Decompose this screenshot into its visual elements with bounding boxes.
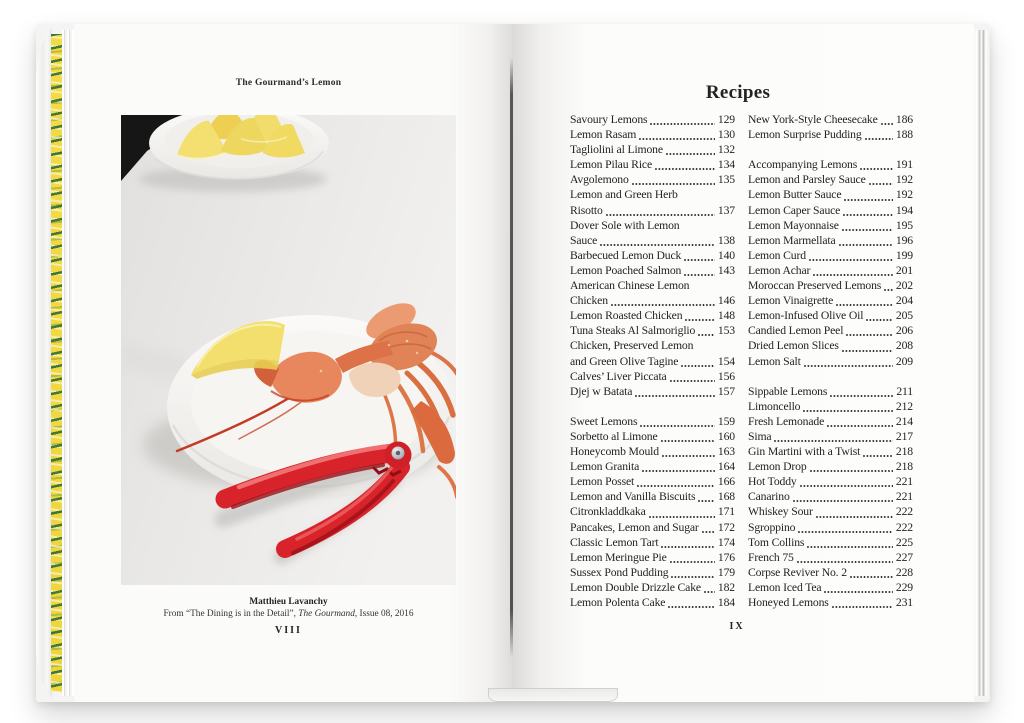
toc-entry-title: Lemon Granita	[570, 460, 640, 474]
toc-entry-title: New York-Style Cheesecake	[748, 113, 878, 126]
toc-entry-page-number: 132	[717, 143, 735, 157]
bottom-page-curl	[488, 688, 618, 702]
toc-entry-title: Lemon Poached Salmon	[570, 263, 682, 277]
toc-entry-title: Sweet Lemons	[570, 414, 638, 428]
toc-entry-title: Lemon and Parsley Sauce	[748, 173, 866, 187]
dot-leader	[637, 485, 715, 487]
toc-entry	[748, 414, 913, 429]
toc-entry-title: Tagliolini al Limone	[570, 143, 663, 157]
right-page	[512, 24, 974, 702]
toc-entry	[748, 278, 913, 293]
dot-leader	[865, 138, 893, 140]
toc-entry-page-number: 194	[895, 203, 913, 217]
toc-entry	[570, 504, 735, 519]
dot-leader	[640, 425, 715, 427]
toc-entry	[748, 187, 913, 202]
toc-entry-page-number: 172	[717, 520, 735, 534]
toc-entry-page-number: 179	[717, 565, 735, 579]
dot-leader	[798, 531, 893, 533]
toc-entry-page-number: 211	[896, 384, 913, 398]
dot-leader	[827, 425, 893, 427]
toc-entry-title: Lemon Marmellata	[748, 233, 836, 247]
toc-entry-page-number: 208	[895, 339, 913, 353]
toc-entry-page-number: 218	[895, 445, 913, 459]
dot-leader	[830, 395, 893, 397]
toc-entry-title: Lemon Vinaigrette	[748, 294, 834, 308]
toc-entry-title: Sima	[748, 429, 772, 443]
running-header: The Gourmand’s Lemon	[235, 78, 342, 88]
toc-entry-page-number: 221	[895, 475, 913, 489]
toc-entry	[748, 263, 913, 278]
dot-leader	[800, 485, 893, 487]
toc-entry-title: Lemon Meringue Pie	[570, 550, 667, 564]
dot-leader	[685, 319, 715, 321]
toc-entry-page-number: 214	[895, 414, 913, 428]
dot-leader	[810, 470, 893, 472]
toc-entry-page-number: 192	[895, 173, 913, 187]
toc-entry	[748, 354, 913, 369]
dot-leader	[662, 455, 715, 457]
toc-entry-page-number: 154	[717, 354, 735, 368]
toc-entry-page-number: 196	[895, 233, 913, 247]
dot-leader	[639, 138, 715, 140]
table-of-contents	[570, 112, 913, 610]
toc-entry-title: Canarino	[748, 490, 790, 504]
toc-entry	[748, 203, 913, 218]
toc-entry	[748, 323, 913, 338]
toc-spacer	[748, 142, 913, 157]
dot-leader	[635, 395, 715, 397]
toc-entry-page-number: 148	[717, 309, 735, 323]
toc-entry-title: Citronkladdkaka	[570, 505, 646, 519]
toc-entry	[570, 520, 735, 535]
dot-leader	[860, 168, 893, 170]
toc-entry-page-number: 212	[895, 399, 913, 413]
right-page-block-edge	[974, 30, 990, 696]
toc-entry-title: Lemon Polenta Cake	[570, 596, 666, 609]
toc-entry-title: Sgroppino	[748, 520, 796, 534]
toc-entry	[570, 263, 735, 278]
toc-entry-title: Pancakes, Lemon and Sugar	[570, 520, 699, 534]
dot-leader	[884, 289, 893, 291]
toc-entry	[570, 474, 735, 489]
toc-entry-page-number: 171	[717, 505, 735, 519]
toc-entry-title: Barbecued Lemon Duck	[570, 248, 682, 262]
toc-entry-title: Limoncello	[748, 399, 801, 413]
toc-entry	[748, 233, 913, 248]
toc-entry	[570, 489, 735, 504]
folio-right: IX	[729, 621, 745, 632]
toc-entry-page-number: 156	[717, 369, 735, 383]
dot-leader	[671, 576, 714, 578]
dot-leader	[797, 561, 893, 563]
dot-leader	[670, 561, 715, 563]
toc-entry-page-number: 222	[895, 505, 913, 519]
dot-leader	[803, 410, 893, 412]
dot-leader	[832, 606, 893, 608]
dot-leader	[881, 123, 893, 125]
toc-entry	[570, 429, 735, 444]
photo-caption	[101, 597, 476, 620]
toc-entry-title: Hot Toddy	[748, 475, 797, 489]
dot-leader	[793, 500, 893, 502]
toc-entry-page-number: 222	[895, 520, 913, 534]
toc-entry-title: Tuna Steaks Al Salmoriglio	[570, 324, 696, 338]
toc-entry-page-number: 217	[895, 429, 913, 443]
toc-entry	[570, 218, 735, 233]
toc-entry-page-number: 174	[717, 535, 735, 549]
toc-entry	[570, 580, 735, 595]
toc-entry-page-number: 229	[895, 580, 913, 594]
toc-entry-title: Candied Lemon Peel	[748, 324, 844, 338]
toc-entry-title: and Green Olive Tagine	[570, 354, 679, 368]
toc-entry	[748, 338, 913, 353]
toc-entry	[748, 444, 913, 459]
dot-leader	[704, 591, 715, 593]
toc-entry-title: Sorbetto al Limone	[570, 429, 658, 443]
toc-entry	[570, 172, 735, 187]
toc-entry-title: Savoury Lemons	[570, 113, 648, 126]
dot-leader	[661, 546, 714, 548]
dot-leader	[684, 274, 715, 276]
toc-entry	[748, 384, 913, 399]
dot-leader	[824, 591, 892, 593]
dot-leader	[844, 199, 893, 201]
folio-left: VIII	[275, 625, 302, 636]
toc-entry-page-number: 182	[717, 580, 735, 594]
toc-entry-title: Honeycomb Mould	[570, 445, 659, 459]
left-page-block-edge	[62, 30, 74, 696]
dot-leader	[670, 380, 715, 382]
toc-entry-page-number: 188	[895, 128, 913, 142]
toc-entry	[748, 248, 913, 263]
toc-entry-page-number: 186	[895, 113, 913, 126]
toc-entry-title: Fresh Lemonade	[748, 414, 825, 428]
toc-entry	[570, 142, 735, 157]
toc-entry	[570, 459, 735, 474]
toc-entry	[570, 112, 735, 127]
dot-leader	[809, 259, 893, 261]
toc-entry-page-number: 130	[717, 128, 735, 142]
toc-entry-title: Accompanying Lemons	[748, 158, 858, 172]
open-book	[36, 24, 990, 702]
toc-entry	[570, 278, 735, 293]
toc-entry	[570, 187, 735, 202]
toc-entry-title: Lemon and Green Herb	[570, 188, 678, 202]
toc-entry	[570, 308, 735, 323]
toc-entry	[570, 338, 735, 353]
toc-entry-page-number: 137	[717, 203, 735, 217]
dot-leader	[836, 304, 893, 306]
toc-entry-page-number: 209	[895, 354, 913, 368]
dot-leader	[804, 365, 893, 367]
toc-entry-title: French 75	[748, 550, 794, 564]
toc-entry-title: Lemon Iced Tea	[748, 580, 822, 594]
toc-entry-title: Sauce	[570, 233, 598, 247]
toc-entry	[748, 595, 913, 610]
toc-entry	[748, 112, 913, 127]
toc-entry-title: Lemon Curd	[748, 248, 806, 262]
toc-entry-page-number: 159	[717, 414, 735, 428]
toc-entry-page-number: 205	[895, 309, 913, 323]
toc-entry	[748, 293, 913, 308]
dot-leader	[842, 229, 893, 231]
toc-entry-title: Lemon Caper Sauce	[748, 203, 841, 217]
toc-entry-page-number: 199	[895, 248, 913, 262]
toc-entry	[748, 550, 913, 565]
toc-entry-page-number: 184	[717, 596, 735, 609]
toc-column-right	[748, 112, 913, 610]
toc-entry	[748, 489, 913, 504]
dot-leader	[650, 123, 714, 125]
left-cover-edge	[36, 28, 52, 698]
toc-entry-title: Djej w Batata	[570, 384, 633, 398]
toc-entry	[748, 535, 913, 550]
lobster-photo	[121, 115, 456, 585]
lemon-plate	[139, 115, 329, 192]
toc-entry-page-number: 157	[717, 384, 735, 398]
dot-leader	[642, 470, 715, 472]
toc-entry-title: Sippable Lemons	[748, 384, 828, 398]
page-title: Recipes	[705, 82, 771, 103]
toc-entry-title: Gin Martini with a Twist	[748, 445, 861, 459]
toc-entry	[570, 369, 735, 384]
toc-spacer	[748, 369, 913, 384]
toc-entry	[570, 535, 735, 550]
toc-entry-page-number: 201	[895, 263, 913, 277]
dot-leader	[661, 440, 715, 442]
toc-entry-page-number: 225	[895, 535, 913, 549]
toc-entry-page-number: 202	[895, 279, 913, 293]
toc-entry	[748, 218, 913, 233]
toc-entry-page-number: 204	[895, 294, 913, 308]
photo-credit: Matthieu Lavanchy	[249, 597, 328, 607]
lobster-photo-illustration	[121, 115, 456, 585]
toc-entry	[748, 429, 913, 444]
toc-entry-title: Lemon Posset	[570, 475, 635, 489]
toc-entry-title: American Chinese Lemon	[570, 279, 690, 293]
dot-leader	[649, 516, 715, 518]
toc-entry-title: Lemon and Vanilla Biscuits	[570, 490, 696, 504]
dot-leader	[684, 259, 715, 261]
toc-entry-page-number: 221	[895, 490, 913, 504]
toc-entry	[570, 248, 735, 263]
toc-entry-title: Chicken, Preserved Lemon	[570, 339, 694, 353]
toc-entry-page-number: 168	[717, 490, 735, 504]
dot-leader	[668, 606, 715, 608]
toc-entry-page-number: 153	[717, 324, 735, 338]
toc-entry-title: Moroccan Preserved Lemons	[748, 279, 882, 293]
toc-entry	[748, 565, 913, 580]
toc-entry	[570, 565, 735, 580]
dot-leader	[698, 500, 715, 502]
toc-entry	[570, 550, 735, 565]
toc-entry-page-number: 164	[717, 460, 735, 474]
toc-entry-page-number: 228	[895, 565, 913, 579]
toc-entry-title: Lemon Salt	[748, 354, 801, 368]
dot-leader	[698, 334, 715, 336]
dot-leader	[866, 319, 893, 321]
toc-entry-title: Lemon Surprise Pudding	[748, 128, 862, 142]
dot-leader	[842, 350, 893, 352]
toc-entry	[570, 384, 735, 399]
toc-entry-title: Lemon Double Drizzle Cake	[570, 580, 701, 594]
toc-entry-page-number: 129	[717, 113, 735, 126]
toc-entry-page-number: 160	[717, 429, 735, 443]
dot-leader	[816, 516, 893, 518]
dot-leader	[863, 455, 893, 457]
photo-source: From “The Dining is in the Detail”, The Gourmand, Issue 08, 2016	[163, 608, 414, 619]
dot-leader	[813, 274, 893, 276]
toc-entry	[748, 399, 913, 414]
toc-entry-page-number: 140	[717, 248, 735, 262]
toc-entry-title: Lemon Pilau Rice	[570, 158, 652, 172]
toc-entry	[748, 157, 913, 172]
dot-leader	[843, 214, 893, 216]
toc-entry-page-number: 206	[895, 324, 913, 338]
toc-entry-title: Avgolemono	[570, 173, 629, 187]
toc-entry	[748, 504, 913, 519]
dot-leader	[807, 546, 893, 548]
dot-leader	[702, 531, 715, 533]
toc-entry-title: Lemon-Infused Olive Oil	[748, 309, 864, 323]
lemon-pattern-endpaper	[51, 34, 62, 692]
toc-entry-page-number: 176	[717, 550, 735, 564]
toc-entry	[748, 520, 913, 535]
dot-leader	[681, 365, 715, 367]
publication-title: The Gourmand	[298, 608, 355, 619]
dot-leader	[632, 183, 715, 185]
toc-entry-page-number: 138	[717, 233, 735, 247]
book-gutter	[510, 58, 513, 658]
toc-entry-page-number: 231	[895, 596, 913, 609]
dot-leader	[655, 168, 715, 170]
toc-entry-title: Lemon Drop	[748, 460, 807, 474]
toc-entry-title: Risotto	[570, 203, 603, 217]
toc-entry	[570, 595, 735, 610]
toc-entry-title: Lemon Achar	[748, 263, 811, 277]
toc-entry-title: Dover Sole with Lemon	[570, 218, 680, 232]
toc-entry-title: Lemon Roasted Chicken	[570, 309, 683, 323]
toc-entry-title: Lemon Mayonnaise	[748, 218, 839, 232]
toc-entry	[570, 203, 735, 218]
toc-entry-page-number: 227	[895, 550, 913, 564]
dot-leader	[839, 244, 893, 246]
toc-entry	[570, 233, 735, 248]
toc-entry	[570, 293, 735, 308]
toc-entry-title: Corpse Reviver No. 2	[748, 565, 847, 579]
toc-entry-title: Tom Collins	[748, 535, 805, 549]
toc-entry	[748, 580, 913, 595]
toc-entry	[570, 323, 735, 338]
toc-entry	[570, 157, 735, 172]
toc-entry-page-number: 134	[717, 158, 735, 172]
dot-leader	[846, 334, 893, 336]
toc-entry-page-number: 195	[895, 218, 913, 232]
toc-entry-title: Calves’ Liver Piccata	[570, 369, 667, 383]
toc-entry-title: Honeyed Lemons	[748, 596, 829, 609]
toc-entry	[570, 444, 735, 459]
toc-entry-page-number: 191	[895, 158, 913, 172]
toc-entry	[748, 474, 913, 489]
toc-entry-page-number: 135	[717, 173, 735, 187]
toc-entry-title: Sussex Pond Pudding	[570, 565, 669, 579]
toc-entry	[748, 308, 913, 323]
toc-column-left	[570, 112, 735, 610]
toc-entry-title: Classic Lemon Tart	[570, 535, 659, 549]
toc-spacer	[570, 399, 735, 414]
toc-entry-page-number: 163	[717, 445, 735, 459]
dot-leader	[611, 304, 715, 306]
toc-entry	[748, 127, 913, 142]
dot-leader	[869, 183, 893, 185]
toc-entry	[570, 354, 735, 369]
dot-leader	[606, 214, 715, 216]
toc-entry	[748, 172, 913, 187]
left-page	[74, 24, 512, 702]
toc-entry-title: Dried Lemon Slices	[748, 339, 839, 353]
dot-leader	[850, 576, 893, 578]
toc-entry-page-number: 143	[717, 263, 735, 277]
toc-entry-title: Whiskey Sour	[748, 505, 813, 519]
toc-entry	[748, 459, 913, 474]
toc-entry	[570, 127, 735, 142]
toc-entry-title: Lemon Butter Sauce	[748, 188, 842, 202]
dot-leader	[774, 440, 892, 442]
toc-entry-page-number: 166	[717, 475, 735, 489]
dot-leader	[666, 153, 715, 155]
toc-entry-page-number: 146	[717, 294, 735, 308]
toc-entry-title: Lemon Rasam	[570, 128, 637, 142]
toc-entry-page-number: 192	[895, 188, 913, 202]
dot-leader	[600, 244, 715, 246]
toc-entry-page-number: 218	[895, 460, 913, 474]
toc-entry	[570, 414, 735, 429]
toc-entry-title: Chicken	[570, 294, 608, 308]
